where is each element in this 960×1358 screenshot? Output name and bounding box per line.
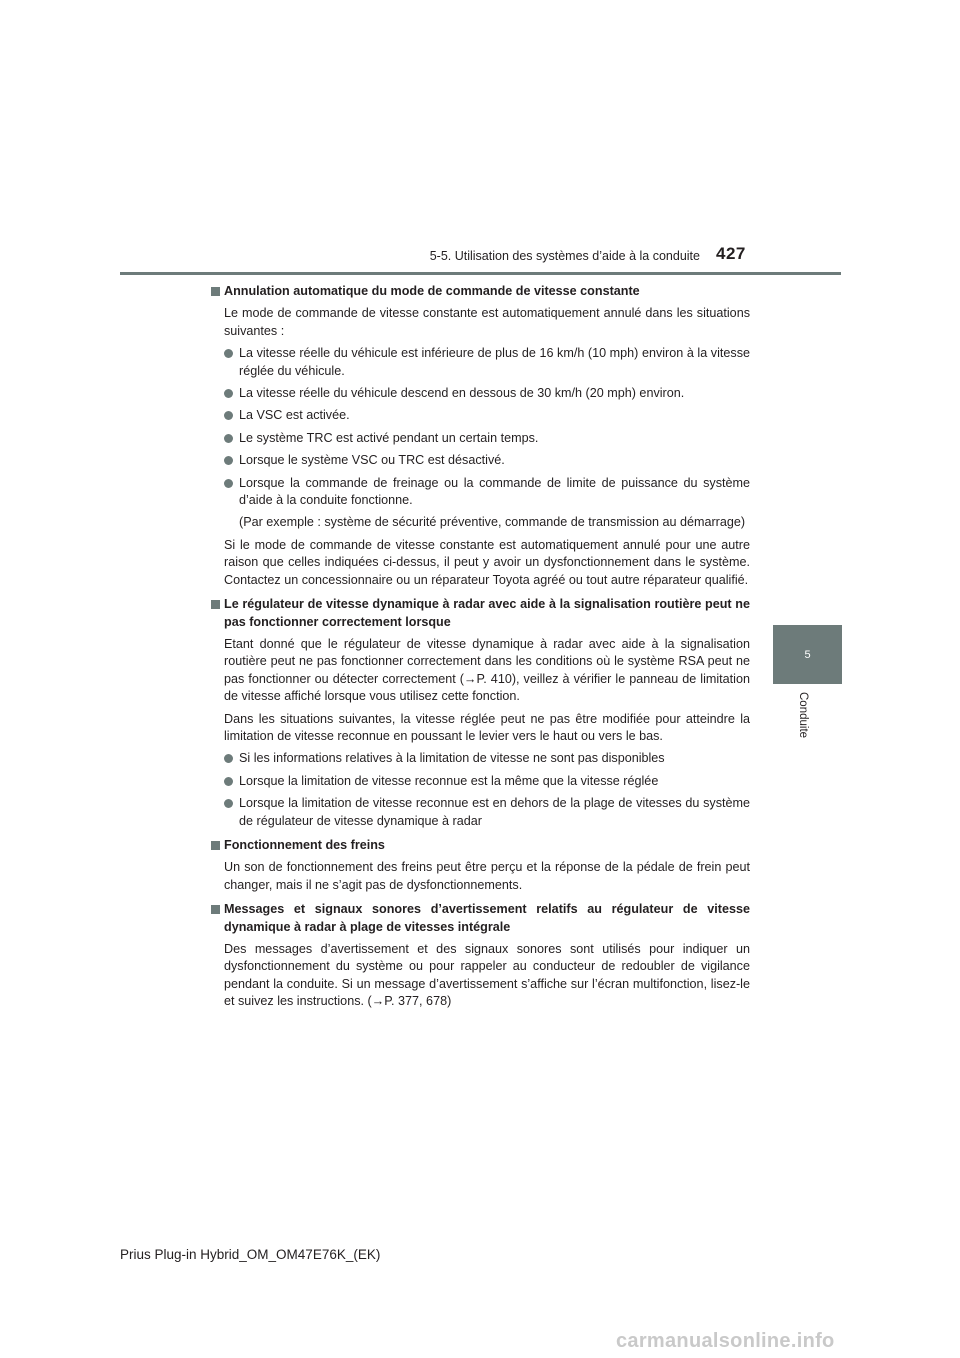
bullet-dot-icon [224,799,233,808]
section-paragraph: Des messages d’avertissement et des signaux sonores sont utilisés pour indiquer un dysfonctionnement du système ou pour rappeler au conducteur de redoubler de vigilance pendant la conduite. Si un message d’avertissement s’affiche sur l’écran multifonction, lisez-le et suivez les instructions. (→P. 377, 678) [224,942,750,1009]
bullet-dot-icon [224,479,233,488]
list-item: Le système TRC est activé pendant un certain temps. [210,430,750,447]
bullet-dot-icon [224,456,233,465]
section-brake-operation [210,837,750,894]
section-auto-cancel [210,283,750,589]
bullet-dot-icon [224,349,233,358]
footer-model-code: Prius Plug-in Hybrid_OM_OM47E76K_(EK) [120,1247,381,1262]
bullet-dot-icon [224,777,233,786]
list-item: Lorsque le système VSC ou TRC est désactivé. [210,452,750,469]
header-section-title: 5-5. Utilisation des systèmes d’aide à la conduite [429,249,700,263]
section-heading: Annulation automatique du mode de commande de vitesse constante [210,283,750,300]
section-heading: Le régulateur de vitesse dynamique à radar avec aide à la signalisation routière peut ne pas fonctionner correctement lorsque [210,596,750,631]
bullet-dot-icon [224,434,233,443]
list-item: La vitesse réelle du véhicule descend en dessous de 30 km/h (20 mph) environ. [210,385,750,402]
chapter-tab [773,625,842,684]
watermark: carmanualsonline.info [616,1330,835,1352]
section-paragraph: Si le mode de commande de vitesse constante est automatiquement annulé pour une autre raison que celles indiquées ci-dessus, il peut y avoir un dysfonctionnement dans le système. Contactez un concessionnaire ou un réparateur Toyota agréé ou tout autre réparateur qualifié. [224,537,750,587]
list-item: Si les informations relatives à la limitation de vitesse ne sont pas disponibles [210,750,750,767]
section-paragraph: Dans les situations suivantes, la vitesse réglée peut ne pas être modifiée pour atteindre la limitation de vitesse reconnue en poussant le levier vers le haut ou vers le bas. [224,711,750,743]
square-bullet-icon [211,600,220,609]
chapter-number: 5 [804,648,811,661]
square-bullet-icon [211,287,220,296]
section-paragraph: Etant donné que le régulateur de vitesse dynamique à radar avec aide à la signalisation routière peut ne pas fonctionner correctement dans les conditions où le système RSA peut ne pas fonctionner ou détecter correctement (→P. 410), veillez à vérifier le panneau de limitation de vitesse affiché lorsque vous utilisez cette fonction. [224,636,750,704]
header-divider [120,272,841,275]
list-item: Lorsque la limitation de vitesse reconnue est en dehors de la plage de vitesses du système de régulateur de vitesse dynamique à radar [210,795,750,830]
bullet-dot-icon [224,389,233,398]
list-item: Lorsque la commande de freinage ou la commande de limite de puissance du système d’aide à la conduite fonctionne. [210,475,750,510]
page-content [210,283,750,1018]
page-number: 427 [716,244,746,263]
square-bullet-icon [211,841,220,850]
section-heading: Messages et signaux sonores d’avertissement relatifs au régulateur de vitesse dynamique à radar à plage de vitesses intégrale [210,901,750,936]
chapter-title: Conduite [797,692,809,739]
section-paragraph: Le mode de commande de vitesse constante est automatiquement annulé dans les situations suivantes : [224,306,750,338]
bullet-note: (Par exemple : système de sécurité préventive, commande de transmission au démarrage) [239,515,746,530]
bullet-dot-icon [224,754,233,763]
list-item: Lorsque la limitation de vitesse reconnue est la même que la vitesse réglée [210,773,750,790]
list-item: La vitesse réelle du véhicule est inférieure de plus de 16 km/h (10 mph) environ à la vitesse réglée du véhicule. [210,345,750,380]
section-paragraph: Un son de fonctionnement des freins peut être perçu et la réponse de la pédale de frein peut changer, mais il ne s’agit pas de dysfonctionnements. [224,860,750,892]
bullet-dot-icon [224,411,233,420]
square-bullet-icon [211,905,220,914]
section-road-sign-assist [210,596,750,830]
section-heading: Fonctionnement des freins [210,837,750,854]
section-warning-messages [210,901,750,1010]
list-item: La VSC est activée. [210,407,750,424]
